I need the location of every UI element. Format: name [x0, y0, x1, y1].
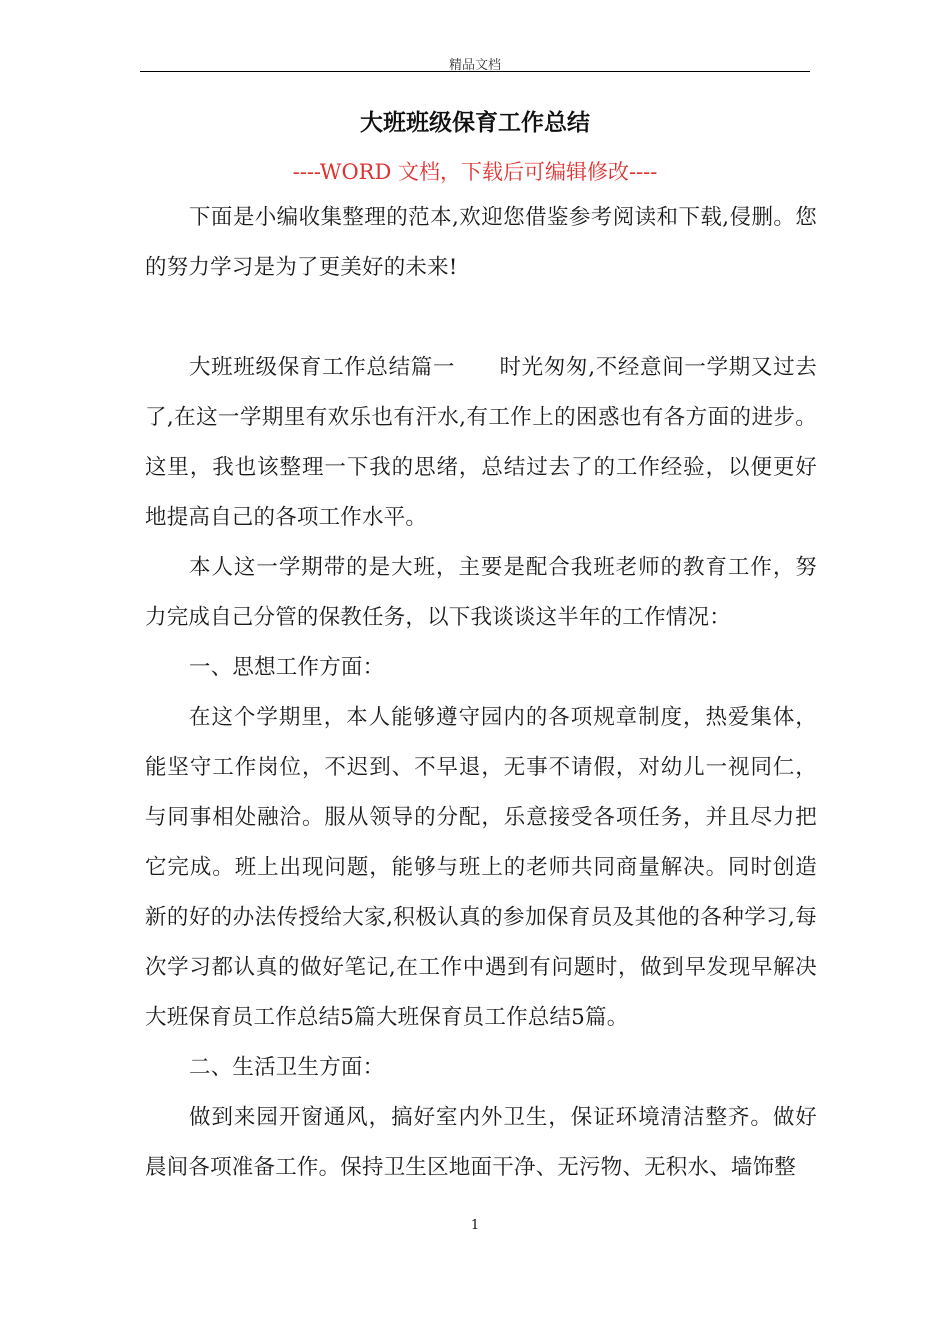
- paragraph-hygiene: 做到来园开窗通风，搞好室内外卫生，保证环境清洁整齐。做好晨间各项准备工作。保持卫生区地面干净、无污物、无积水、墙饰整: [145, 1105, 817, 1180]
- paragraph-intro: 下面是小编收集整理的范本,欢迎您借鉴参考阅读和下载,侵删。您的努力学习是为了更美好的未来!: [145, 205, 817, 280]
- header-divider: [140, 71, 810, 72]
- paragraph-ideology: 在这个学期里，本人能够遵守园内的各项规章制度，热爱集体，能坚守工作岗位，不迟到、不早退，无事不请假，对幼儿一视同仁，与同事相处融洽。服从领导的分配，乐意接受各项任务，并且尽力把它完成。班上出现问题，能够与班上的老师共同商量解决。同时创造新的好的办法传授给大家,积极认真的参加保育员及其他的各种学习,每次学习都认真的做好笔记,在工作中遇到有问题时，做到早发现早解决大班保育员工作总结5篇大班保育员工作总结5篇。: [145, 705, 817, 1030]
- document-subtitle: ----WORD 文档，下载后可编辑修改----: [292, 160, 658, 184]
- document-title: 大班班级保育工作总结: [360, 109, 590, 136]
- header-label: 精品文档: [448, 58, 501, 73]
- paragraph-opening: 大班班级保育工作总结篇一 时光匆匆,不经意间一学期又过去了,在这一学期里有欢乐也有汗水,有工作上的困惑也有各方面的进步。这里，我也该整理一下我的思绪，总结过去了的工作经验，以便更好地提高自己的各项工作水平。: [145, 355, 817, 530]
- section-heading-hygiene: 二、生活卫生方面：: [189, 1055, 385, 1080]
- page-number: 1: [470, 1218, 480, 1233]
- paragraph-overview: 本人这一学期带的是大班，主要是配合我班老师的教育工作，努力完成自己分管的保教任务，以下我谈谈这半年的工作情况：: [145, 555, 817, 630]
- section-heading-ideology: 一、思想工作方面：: [189, 655, 385, 680]
